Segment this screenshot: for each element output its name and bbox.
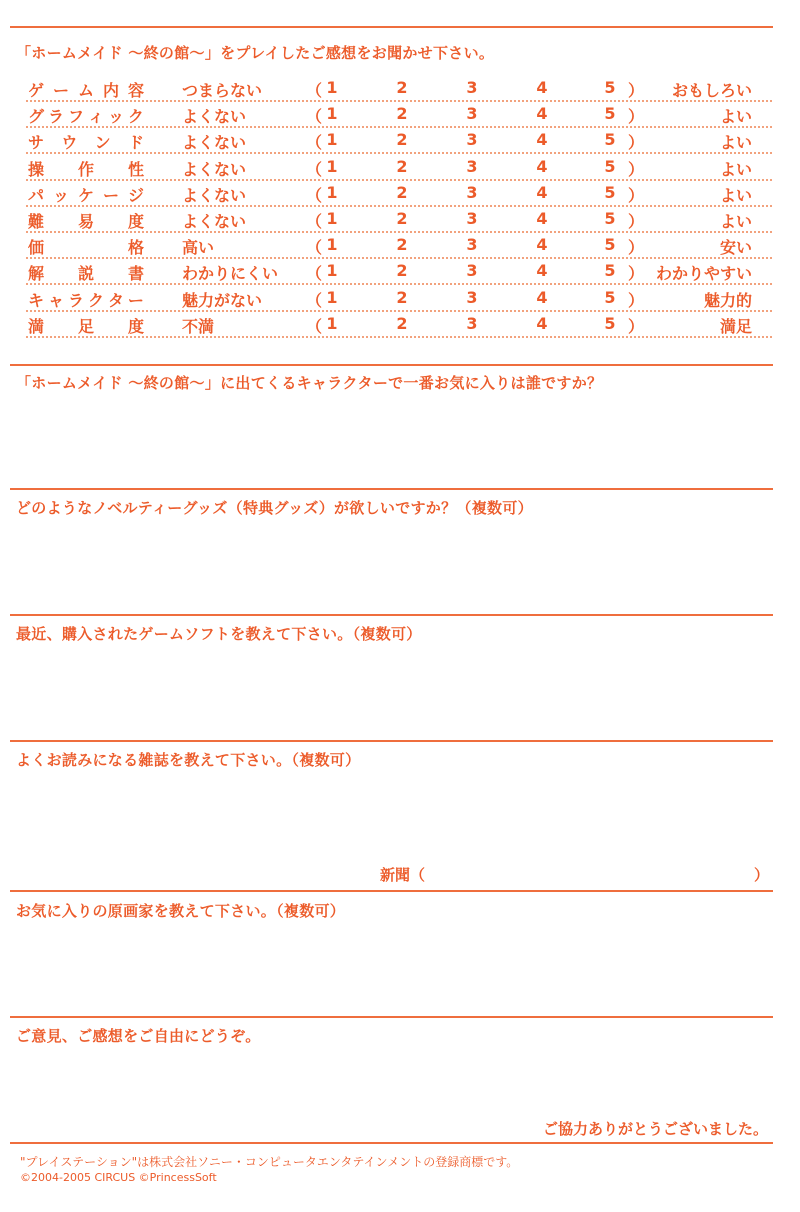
rating-option-5[interactable]: 5 bbox=[604, 287, 616, 307]
open-paren: （ bbox=[306, 264, 323, 284]
rating-low-label: 高い bbox=[182, 238, 215, 258]
rating-option-1[interactable]: 1 bbox=[326, 209, 338, 228]
rating-option-1[interactable]: 1 bbox=[326, 235, 338, 255]
rating-option-2[interactable]: 2 bbox=[396, 313, 408, 333]
rating-high-label: よい bbox=[719, 133, 752, 153]
close-paren: ） bbox=[628, 212, 645, 231]
close-paren: ） bbox=[628, 185, 645, 205]
rating-row bbox=[0, 207, 800, 233]
rating-row bbox=[0, 128, 800, 154]
rating-option-2[interactable]: 2 bbox=[396, 209, 408, 228]
rating-option-5[interactable]: 5 bbox=[604, 235, 616, 255]
rating-option-5[interactable]: 5 bbox=[604, 182, 616, 202]
rating-question: 「ホームメイド ～終の館～」をプレイしたご感想をお聞かせ下さい。 bbox=[16, 44, 495, 62]
rating-option-5[interactable]: 5 bbox=[604, 156, 616, 176]
section-rule bbox=[10, 488, 773, 490]
rating-option-4[interactable]: 4 bbox=[536, 130, 548, 150]
open-paren: （ bbox=[306, 81, 323, 100]
section-rule bbox=[10, 364, 773, 366]
section-rule bbox=[10, 890, 773, 892]
rating-option-1[interactable]: 1 bbox=[326, 130, 338, 150]
rating-option-2[interactable]: 2 bbox=[396, 156, 408, 176]
trademark-notice: "プレイステーション"は株式会社ソニー・コンピュータエンタテインメントの登録商標です。 bbox=[20, 1155, 519, 1169]
open-paren: （ bbox=[306, 238, 323, 258]
rating-option-3[interactable]: 3 bbox=[466, 156, 478, 176]
rating-option-4[interactable]: 4 bbox=[536, 313, 548, 333]
rating-option-3[interactable]: 3 bbox=[466, 130, 478, 150]
close-paren: ） bbox=[628, 159, 645, 179]
rating-option-3[interactable]: 3 bbox=[466, 182, 478, 202]
rating-high-label: よい bbox=[719, 107, 752, 127]
rating-high-label: わかりやすい bbox=[655, 264, 752, 284]
rating-option-3[interactable]: 3 bbox=[466, 78, 478, 97]
thanks-message: ご協力ありがとうございました。 bbox=[542, 1120, 768, 1138]
open-paren: （ bbox=[306, 185, 323, 205]
section-rule bbox=[10, 614, 773, 616]
rating-low-label: よくない bbox=[182, 107, 247, 127]
novelty-goods-question: どのようなノベルティーグッズ（特典グッズ）が欲しいですか？（複数可） bbox=[16, 499, 533, 517]
rating-row bbox=[0, 76, 800, 102]
rating-category: キ ャ ラ ク タ ー bbox=[28, 290, 144, 310]
rating-category: 価 格 bbox=[28, 238, 144, 258]
rating-row bbox=[0, 286, 800, 312]
rating-option-5[interactable]: 5 bbox=[604, 313, 616, 333]
rating-high-label: よい bbox=[719, 185, 752, 205]
rating-low-label: つまらない bbox=[182, 81, 263, 100]
rating-option-5[interactable]: 5 bbox=[604, 78, 616, 97]
rating-high-label: よい bbox=[719, 159, 752, 179]
close-paren: ） bbox=[628, 81, 645, 100]
close-paren: ） bbox=[628, 238, 645, 258]
favorite-character-question: 「ホームメイド ～終の館～」に出てくるキャラクターで一番お気に入りは誰ですか？ bbox=[16, 374, 603, 392]
rating-low-label: 魅力がない bbox=[182, 290, 263, 310]
rating-option-4[interactable]: 4 bbox=[536, 287, 548, 307]
newspaper-label: 新聞（ bbox=[380, 866, 426, 884]
close-paren: ） bbox=[628, 290, 645, 310]
copyright-notice: ©2004-2005 CIRCUS ©PrincessSoft bbox=[20, 1171, 217, 1184]
rating-option-4[interactable]: 4 bbox=[536, 78, 548, 97]
recent-games-question: 最近、購入されたゲームソフトを教えて下さい。（複数可） bbox=[16, 625, 422, 643]
rating-category: 難 易 度 bbox=[28, 212, 144, 231]
rating-category: パ ッ ケ ー ジ bbox=[28, 185, 144, 205]
open-paren: （ bbox=[306, 290, 323, 310]
rating-low-label: 不満 bbox=[182, 316, 215, 336]
rating-low-label: よくない bbox=[182, 212, 247, 231]
rating-option-5[interactable]: 5 bbox=[604, 209, 616, 228]
rating-option-2[interactable]: 2 bbox=[396, 182, 408, 202]
rating-option-3[interactable]: 3 bbox=[466, 235, 478, 255]
rating-option-2[interactable]: 2 bbox=[396, 235, 408, 255]
rating-option-1[interactable]: 1 bbox=[326, 104, 338, 124]
rating-option-3[interactable]: 3 bbox=[466, 287, 478, 307]
top-rule bbox=[10, 26, 773, 28]
rating-high-label: 安い bbox=[719, 238, 752, 258]
rating-option-4[interactable]: 4 bbox=[536, 156, 548, 176]
rating-option-2[interactable]: 2 bbox=[396, 130, 408, 150]
rating-row bbox=[0, 181, 800, 207]
rating-category: 満 足 度 bbox=[28, 316, 144, 336]
rating-option-3[interactable]: 3 bbox=[466, 261, 478, 281]
close-paren: ） bbox=[628, 133, 645, 153]
rating-category: グ ラ フ ィ ッ ク bbox=[28, 107, 144, 127]
rating-row bbox=[0, 233, 800, 259]
rating-option-5[interactable]: 5 bbox=[604, 261, 616, 281]
close-paren: ） bbox=[628, 264, 645, 284]
rating-option-2[interactable]: 2 bbox=[396, 104, 408, 124]
open-paren: （ bbox=[306, 133, 323, 153]
rating-option-5[interactable]: 5 bbox=[604, 104, 616, 124]
rating-high-label: 満足 bbox=[719, 316, 752, 336]
rating-option-3[interactable]: 3 bbox=[466, 313, 478, 333]
rating-option-2[interactable]: 2 bbox=[396, 287, 408, 307]
rating-high-label: おもしろい bbox=[671, 81, 752, 100]
close-paren: ） bbox=[628, 107, 645, 127]
rating-option-4[interactable]: 4 bbox=[536, 104, 548, 124]
rating-option-1[interactable]: 1 bbox=[326, 78, 338, 97]
rating-option-1[interactable]: 1 bbox=[326, 156, 338, 176]
open-paren: （ bbox=[306, 316, 323, 336]
rating-row bbox=[0, 312, 800, 338]
open-paren: （ bbox=[306, 159, 323, 179]
close-paren: ） bbox=[628, 316, 645, 336]
favorite-artist-question: お気に入りの原画家を教えて下さい。（複数可） bbox=[16, 902, 346, 920]
rating-option-2[interactable]: 2 bbox=[396, 261, 408, 281]
rating-high-label: 魅力的 bbox=[703, 290, 752, 310]
comments-question: ご意見、ご感想をご自由にどうぞ。 bbox=[16, 1027, 261, 1045]
rating-option-1[interactable]: 1 bbox=[326, 313, 338, 333]
section-rule bbox=[10, 1016, 773, 1018]
rating-category: サ ウ ン ド bbox=[28, 133, 144, 153]
open-paren: （ bbox=[306, 107, 323, 127]
rating-low-label: よくない bbox=[182, 159, 247, 179]
rating-row bbox=[0, 155, 800, 181]
rating-option-4[interactable]: 4 bbox=[536, 182, 548, 202]
rating-low-label: よくない bbox=[182, 185, 247, 205]
rating-row bbox=[0, 102, 800, 128]
rating-option-3[interactable]: 3 bbox=[466, 209, 478, 228]
rating-option-1[interactable]: 1 bbox=[326, 182, 338, 202]
dotted-separator bbox=[26, 336, 772, 338]
rating-high-label: よい bbox=[719, 212, 752, 231]
open-paren: （ bbox=[306, 212, 323, 231]
rating-low-label: わかりにくい bbox=[182, 264, 279, 284]
rating-category: ゲ ー ム 内 容 bbox=[28, 81, 144, 100]
rating-option-1[interactable]: 1 bbox=[326, 261, 338, 281]
bottom-rule bbox=[10, 1142, 773, 1144]
rating-low-label: よくない bbox=[182, 133, 247, 153]
rating-option-2[interactable]: 2 bbox=[396, 78, 408, 97]
rating-option-1[interactable]: 1 bbox=[326, 287, 338, 307]
magazines-question: よくお読みになる雑誌を教えて下さい。（複数可） bbox=[16, 751, 361, 769]
rating-category: 解 説 書 bbox=[28, 264, 144, 284]
rating-category: 操 作 性 bbox=[28, 159, 144, 179]
rating-option-4[interactable]: 4 bbox=[536, 235, 548, 255]
rating-option-4[interactable]: 4 bbox=[536, 209, 548, 228]
rating-option-4[interactable]: 4 bbox=[536, 261, 548, 281]
rating-option-5[interactable]: 5 bbox=[604, 130, 616, 150]
rating-row bbox=[0, 259, 800, 285]
rating-option-3[interactable]: 3 bbox=[466, 104, 478, 124]
newspaper-close-paren: ） bbox=[754, 866, 770, 884]
section-rule bbox=[10, 740, 773, 742]
